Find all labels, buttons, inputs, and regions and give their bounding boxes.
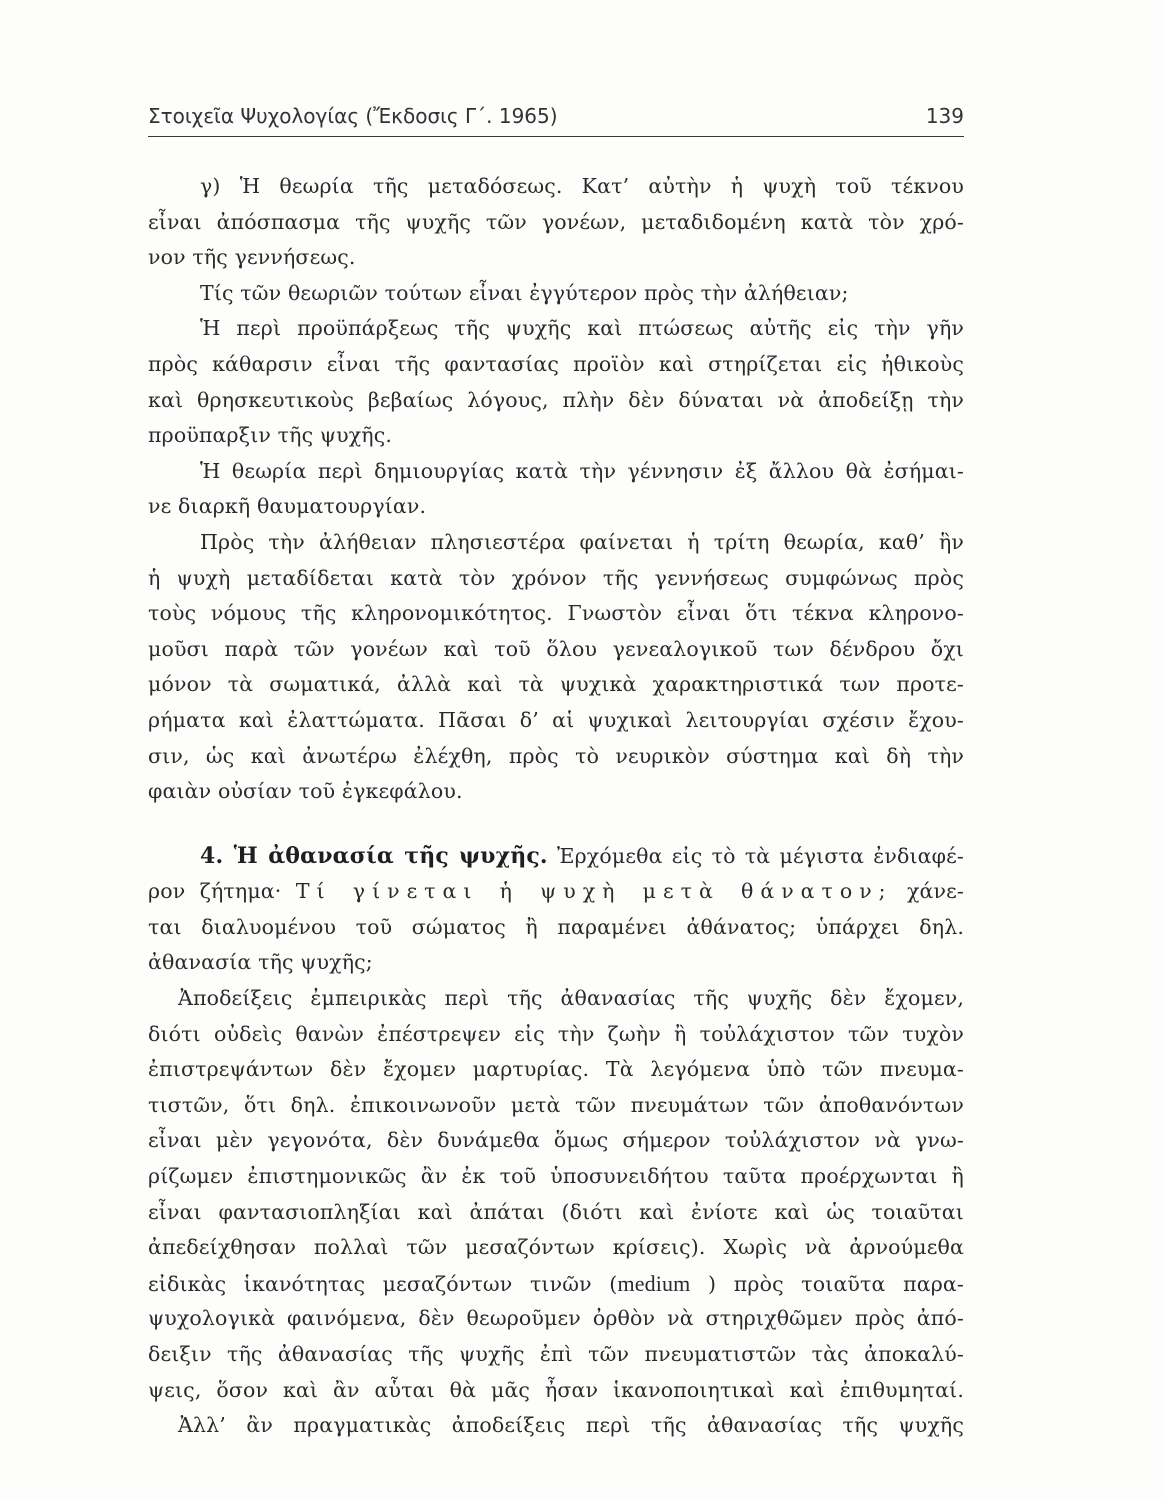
text-line: προϋπαρξιν τῆς ψυχῆς. — [148, 423, 393, 448]
text-fragment: χάνε- — [906, 879, 965, 904]
text-line: μόνον τὰ σωματικά, ἀλλὰ καὶ τὰ ψυχικὰ χαρακτηριστικά των προτε- — [148, 672, 964, 697]
text-line: ἀπεδείχθησαν πολλαὶ τῶν μεσαζόντων κρίσεις). Χωρὶς νὰ ἀρνούμεθα — [148, 1235, 964, 1260]
text-line: μοῦσι παρὰ τῶν γονέων καὶ τοῦ ὅλου γενεαλογικοῦ των δένδρου ὄχι — [148, 636, 964, 661]
text-line: εἶναι ἀπόσπασμα τῆς ψυχῆς τῶν γονέων, μεταδιδομένη κατὰ τὸν χρό- — [148, 209, 964, 234]
text-fragment: εἰδικὰς ἱκανότητας μεσαζόντων τινῶν ( — [148, 1271, 618, 1296]
text-line: εἶναι μὲν γεγονότα, δὲν δυνάμεθα ὅμως σήμερον τοὐλάχιστον νὰ γνω- — [148, 1128, 964, 1153]
latin-term: medium — [617, 1270, 691, 1296]
running-header — [148, 100, 964, 137]
section-heading: 4. Ἡ ἀθανασία τῆς ψυχῆς. — [200, 842, 548, 869]
book-title: Στοιχεῖα Ψυχολογίας (Ἔκδοσις Γ΄. 1965) — [148, 104, 558, 128]
text-line: φαιὰν οὐσίαν τοῦ ἐγκεφάλου. — [148, 779, 463, 804]
text-fragment: ρον ζήτημα· — [148, 879, 282, 904]
text-line: γ) Ἡ θεωρία τῆς μεταδόσεως. Κατ’ αὐτὴν ἡ ψυχὴ τοῦ τέκνου — [200, 174, 964, 198]
text-line: ἀθανασία τῆς ψυχῆς; — [148, 950, 373, 975]
section-heading-line — [148, 839, 964, 875]
text-line: Ἀποδείξεις ἐμπειρικὰς περὶ τῆς ἀθανασίας τῆς ψυχῆς δὲν ἔχομεν, — [178, 986, 964, 1011]
text-line: νον τῆς γεννήσεως. — [148, 245, 356, 270]
text-line: τοὺς νόμους τῆς κληρονομικότητος. Γνωστὸν εἶναι ὅτι τέκνα κληρονο- — [148, 601, 964, 626]
text-line: ψυχολογικὰ φαινόμενα, δὲν θεωροῦμεν ὀρθὸν νὰ στηριχθῶμεν πρὸς ἀπό- — [148, 1306, 964, 1331]
text-fragment: ) πρὸς τοιαῦτα παρα- — [708, 1271, 964, 1296]
text-line: Ἀλλ’ ἂν πραγματικὰς ἀποδείξεις περὶ τῆς ἀθανασίας τῆς ψυχῆς — [178, 1413, 964, 1438]
text-line: εἶναι φαντασιοπληξίαι καὶ ἀπάται (διότι καὶ ἐνίοτε καὶ ὡς τοιαῦται — [148, 1199, 964, 1224]
text-line: τιστῶν, ὅτι δηλ. ἐπικοινωνοῦν μετὰ τῶν πνευμάτων τῶν ἀποθανόντων — [148, 1092, 964, 1117]
text-line: διότι οὐδεὶς θανὼν ἐπέστρεψεν εἰς τὴν ζωὴν ἢ τοὐλάχιστον τῶν τυχὸν — [148, 1021, 964, 1046]
text-line: νε διαρκῆ θαυματουργίαν. — [148, 494, 427, 519]
page-number: 139 — [925, 104, 964, 128]
text-line: ρίζωμεν ἐπιστημονικῶς ἂν ἐκ τοῦ ὑποσυνειδήτου ταῦτα προέρχωνται ἢ — [148, 1164, 964, 1189]
text-line: Πρὸς τὴν ἀλήθειαν πλησιεστέρα φαίνεται ἡ τρίτη θεωρία, καθ’ ἣν — [200, 529, 964, 554]
text-line: ἡ ψυχὴ μεταδίδεται κατὰ τὸν χρόνον τῆς γεννήσεως συμφώνως πρὸς — [148, 565, 964, 590]
text-line: ψεις, ὅσον καὶ ἂν αὗται θὰ μᾶς ἦσαν ἱκανοποιητικαὶ καὶ ἐπιθυμηταί. — [148, 1377, 964, 1402]
text-line: Ἡ θεωρία περὶ δημιουργίας κατὰ τὴν γέννησιν ἐξ ἄλλου θὰ ἐσήμαι- — [200, 458, 964, 483]
text-line: πρὸς κάθαρσιν εἶναι τῆς φαντασίας προϊὸν καὶ στηρίζεται εἰς ἠθικοὺς — [148, 351, 964, 376]
text-line: καὶ θρησκευτικοὺς βεβαίως λόγους, πλὴν δὲν δύναται νὰ ἀποδείξῃ τὴν — [148, 387, 964, 412]
text-line: ρήματα καὶ ἐλαττώματα. Πᾶσαι δ’ αἱ ψυχικαὶ λειτουργίαι σχέσιν ἔχου- — [148, 707, 964, 732]
text-line: ἐπιστρεψάντων δὲν ἔχομεν μαρτυρίας. Τὰ λεγόμενα ὑπὸ τῶν πνευμα- — [148, 1057, 964, 1082]
section-gap — [148, 810, 964, 839]
text-line: ται διαλυομένου τοῦ σώματος ἢ παραμένει ἀθάνατος; ὑπάρχει δηλ. — [148, 914, 964, 939]
text-line: δειξιν τῆς ἀθανασίας τῆς ψυχῆς ἐπὶ τῶν πνευματιστῶν τὰς ἀποκαλύ- — [148, 1342, 964, 1366]
text-fragment: Ἐρχόμεθα εἰς τὸ τὰ μέγιστα ἐνδιαφέ- — [556, 843, 964, 868]
page-body — [148, 169, 964, 1444]
text-line: σιν, ὡς καὶ ἀνωτέρω ἐλέχθη, πρὸς τὸ νευρικὸν σύστημα καὶ δὴ τὴν — [148, 743, 964, 768]
text-line — [148, 874, 964, 910]
text-line — [148, 1266, 964, 1302]
text-line: Τίς τῶν θεωριῶν τούτων εἶναι ἐγγύτερον πρὸς τὴν ἀλήθειαν; — [200, 280, 849, 305]
spaced-question: Τί γίνεται ἡ ψυχὴ μετὰ θάνατον; — [295, 879, 893, 904]
text-line: Ἡ περὶ προϋπάρξεως τῆς ψυχῆς καὶ πτώσεως αὐτῆς εἰς τὴν γῆν — [200, 316, 964, 341]
